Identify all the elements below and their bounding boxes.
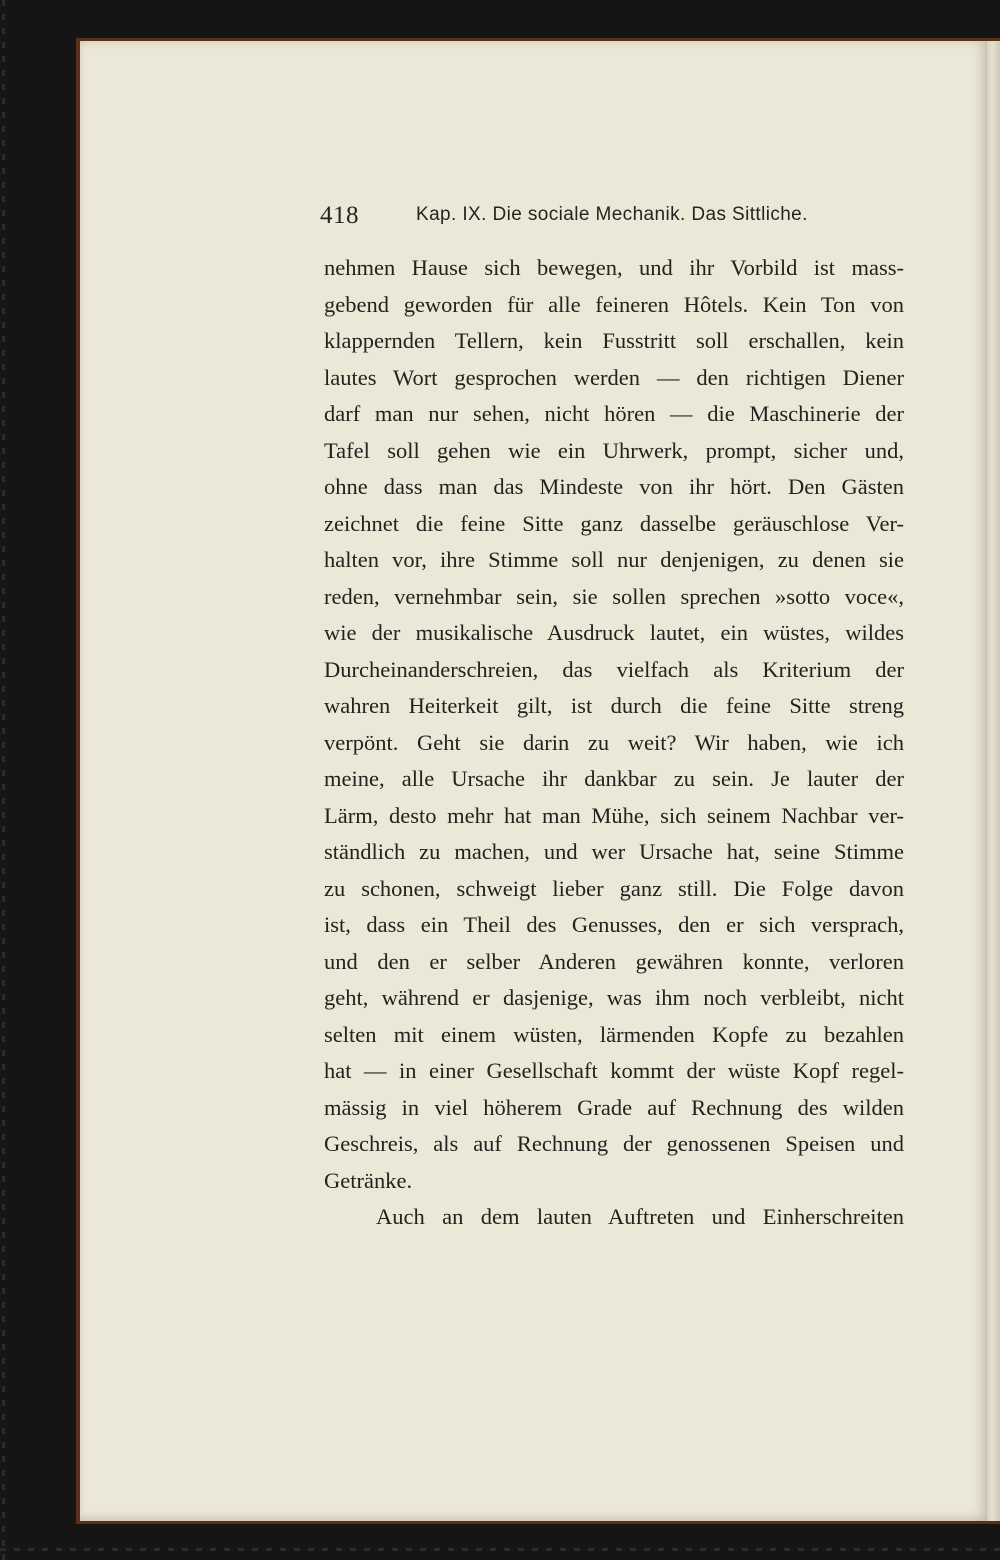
text-line: selten mit einem wüsten, lärmenden Kopfe zu bezahlen — [324, 1021, 904, 1047]
text-line: Lärm, desto mehr hat man Mühe, sich seinem Nachbar ver- — [324, 802, 904, 828]
text-line: halten vor, ihre Stimme soll nur denjenigen, zu denen sie — [324, 547, 904, 572]
page-number: 418 — [320, 202, 359, 229]
body-text — [324, 250, 904, 1236]
text-line: Auch an dem lauten Auftreten und Einherschreiten — [376, 1204, 904, 1229]
page-stack-edge — [987, 41, 1000, 1521]
text-line: zu schonen, schweigt lieber ganz still. Die Folge davon — [324, 875, 904, 901]
text-line: mässig in viel höherem Grade auf Rechnung des wilden — [324, 1094, 904, 1120]
text-line: lautes Wort gesprochen werden — den richtigen Diener — [324, 364, 904, 390]
text-line: und den er selber Anderen gewähren konnte, verloren — [324, 948, 904, 974]
text-line: reden, vernehmbar sein, sie sollen sprechen »sotto voce«, — [324, 583, 904, 609]
text-line: ständlich zu machen, und wer Ursache hat, seine Stimme — [324, 839, 904, 864]
text-line: Durcheinanderschreien, das vielfach als Kriterium der — [324, 656, 904, 682]
text-line: ohne dass man das Mindeste von ihr hört. Den Gästen — [324, 474, 904, 499]
text-line: gebend geworden für alle feineren Hôtels. Kein Ton von — [324, 291, 904, 317]
text-line: Tafel soll gehen wie ein Uhrwerk, prompt, sicher und, — [324, 437, 904, 463]
text-line: Getränke. — [324, 1167, 413, 1193]
text-line: Geschreis, als auf Rechnung der genossenen Speisen und — [324, 1131, 904, 1156]
film-perforation-left — [2, 0, 5, 1560]
text-line: ist, dass ein Theil des Genusses, den er sich versprach, — [324, 912, 904, 937]
text-line: verpönt. Geht sie darin zu weit? Wir haben, wie ich — [324, 729, 904, 755]
text-line: wie der musikalische Ausdruck lautet, ein wüstes, wildes — [324, 620, 904, 645]
text-line: hat — in einer Gesellschaft kommt der wüste Kopf regel- — [324, 1058, 904, 1083]
text-line: darf man nur sehen, nicht hören — die Maschinerie der — [324, 401, 904, 426]
film-perforation-bottom — [0, 1548, 1000, 1551]
text-line: nehmen Hause sich bewegen, und ihr Vorbild ist mass- — [324, 255, 904, 280]
text-line: zeichnet die feine Sitte ganz dasselbe geräuschlose Ver- — [324, 510, 904, 536]
text-line: klappernden Tellern, kein Fusstritt soll erschallen, kein — [324, 328, 904, 353]
text-line: meine, alle Ursache ihr dankbar zu sein. Je lauter der — [324, 766, 904, 791]
text-line: geht, während er dasjenige, was ihm noch verbleibt, nicht — [324, 985, 904, 1010]
running-title: Kap. IX. Die sociale Mechanik. Das Sittliche. — [416, 204, 808, 225]
text-line: wahren Heiterkeit gilt, ist durch die feine Sitte streng — [324, 693, 904, 718]
running-head — [320, 198, 900, 238]
